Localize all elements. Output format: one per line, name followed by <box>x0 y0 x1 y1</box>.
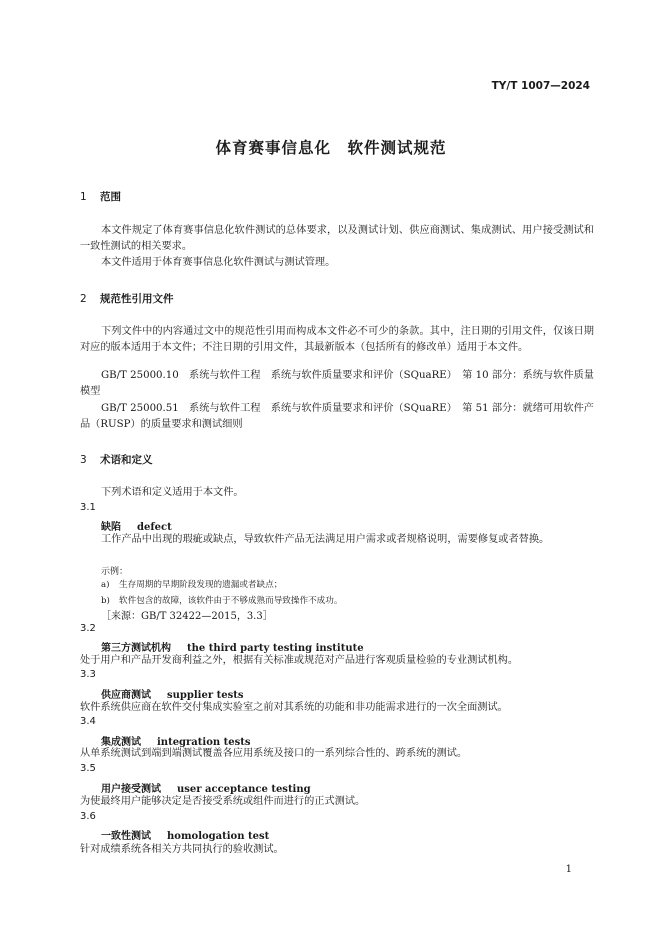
example-heading: 示例： <box>101 567 129 577</box>
scope-paragraph-1: 本文件规定了体育赛事信息化软件测试的总体要求，以及测试计划、供应商测试、集成测试、用户接受测试和一致性测试的相关要求。 <box>80 225 594 252</box>
term-en: integration tests <box>157 737 251 748</box>
term-en: supplier tests <box>167 690 244 701</box>
section-title: 术语和定义 <box>100 454 153 466</box>
term-number: 3.2 <box>80 623 96 634</box>
page-title: 体育赛事信息化 软件测试规范 <box>215 139 447 157</box>
section-heading-scope <box>80 189 121 204</box>
example-item <box>101 594 342 606</box>
term-en: the third party testing institute <box>187 643 364 654</box>
term-name <box>101 686 243 701</box>
section-heading-terms <box>80 452 153 467</box>
term-definition: 处于用户和产品开发商利益之外，根据有关标准或规范对产品进行客观质量检验的专业测试机构。 <box>80 655 519 666</box>
section-number: 2 <box>80 293 87 305</box>
term-en: defect <box>137 522 172 533</box>
terms-intro: 下列术语和定义适用于本文件。 <box>101 487 244 498</box>
term-number: 3.5 <box>80 763 96 774</box>
example-text: 生存周期的早期阶段发现的遗漏或者缺点； <box>119 580 283 590</box>
scope-paragraph-2: 本文件适用于体育赛事信息化软件测试与测试管理。 <box>101 257 336 268</box>
term-cn: 集成测试 <box>101 737 141 748</box>
references-intro: 下列文件中的内容通过文中的规范性引用而构成本文件必不可少的条款。其中，注日期的引用文件，仅该日期对应的版本适用于本文件；不注日期的引用文件，其最新版本（包括所有的修改单）适用于本文件。 <box>80 326 594 353</box>
term-name <box>101 827 269 842</box>
reference-item: GB/T 25000.10 系统与软件工程 系统与软件质量要求和评价（SQuaRE） 第 10 部分：系统与软件质量模型 <box>80 370 594 397</box>
term-definition: 针对成绩系统各相关方共同执行的验收测试。 <box>80 844 284 855</box>
term-cn: 用户接受测试 <box>101 784 161 795</box>
example-label: b) <box>101 596 110 606</box>
term-number: 3.4 <box>80 716 96 727</box>
term-definition: 为使最终用户能够决定是否接受系统或组件而进行的正式测试。 <box>80 796 366 807</box>
section-title: 范围 <box>100 191 121 203</box>
standard-code: TY/T 1007—2024 <box>491 80 590 92</box>
term-number: 3.6 <box>80 811 96 822</box>
term-definition: 软件系统供应商在软件交付集成实验室之前对其系统的功能和非功能需求进行的一次全面测试。 <box>80 702 508 713</box>
term-cn: 第三方测试机构 <box>101 643 171 654</box>
term-cn: 一致性测试 <box>101 831 151 842</box>
example-label: a) <box>101 580 110 590</box>
section-number: 1 <box>80 191 87 203</box>
term-name <box>101 780 311 795</box>
term-name <box>101 518 172 533</box>
reference-item: GB/T 25000.51 系统与软件工程 系统与软件质量要求和评价（SQuaRE） 第 51 部分：就绪可用软件产品（RUSP）的质量要求和测试细则 <box>80 403 594 430</box>
page-number: 1 <box>565 864 572 875</box>
term-name <box>101 639 364 654</box>
section-heading-normative-references <box>80 291 174 306</box>
term-definition: 工作产品中出现的瑕疵或缺点，导致软件产品无法满足用户需求或者规格说明，需要修复或者替换。 <box>101 534 550 545</box>
section-number: 3 <box>80 454 87 466</box>
term-number: 3.3 <box>80 669 96 680</box>
term-number: 3.1 <box>80 502 96 513</box>
term-en: user acceptance testing <box>177 784 311 795</box>
term-cn: 供应商测试 <box>101 690 151 701</box>
example-text: 软件包含的故障，该软件由于不够成熟而导致操作不成功。 <box>119 596 343 606</box>
term-en: homologation test <box>167 831 270 842</box>
term-source: ［来源：GB/T 32422—2015，3.3］ <box>101 611 273 622</box>
example-item <box>101 578 282 590</box>
term-definition: 从单系统测试到端到端测试覆盖各应用系统及接口的一系列综合性的、跨系统的测试。 <box>80 748 468 759</box>
term-cn: 缺陷 <box>101 522 121 533</box>
section-title: 规范性引用文件 <box>100 293 174 305</box>
